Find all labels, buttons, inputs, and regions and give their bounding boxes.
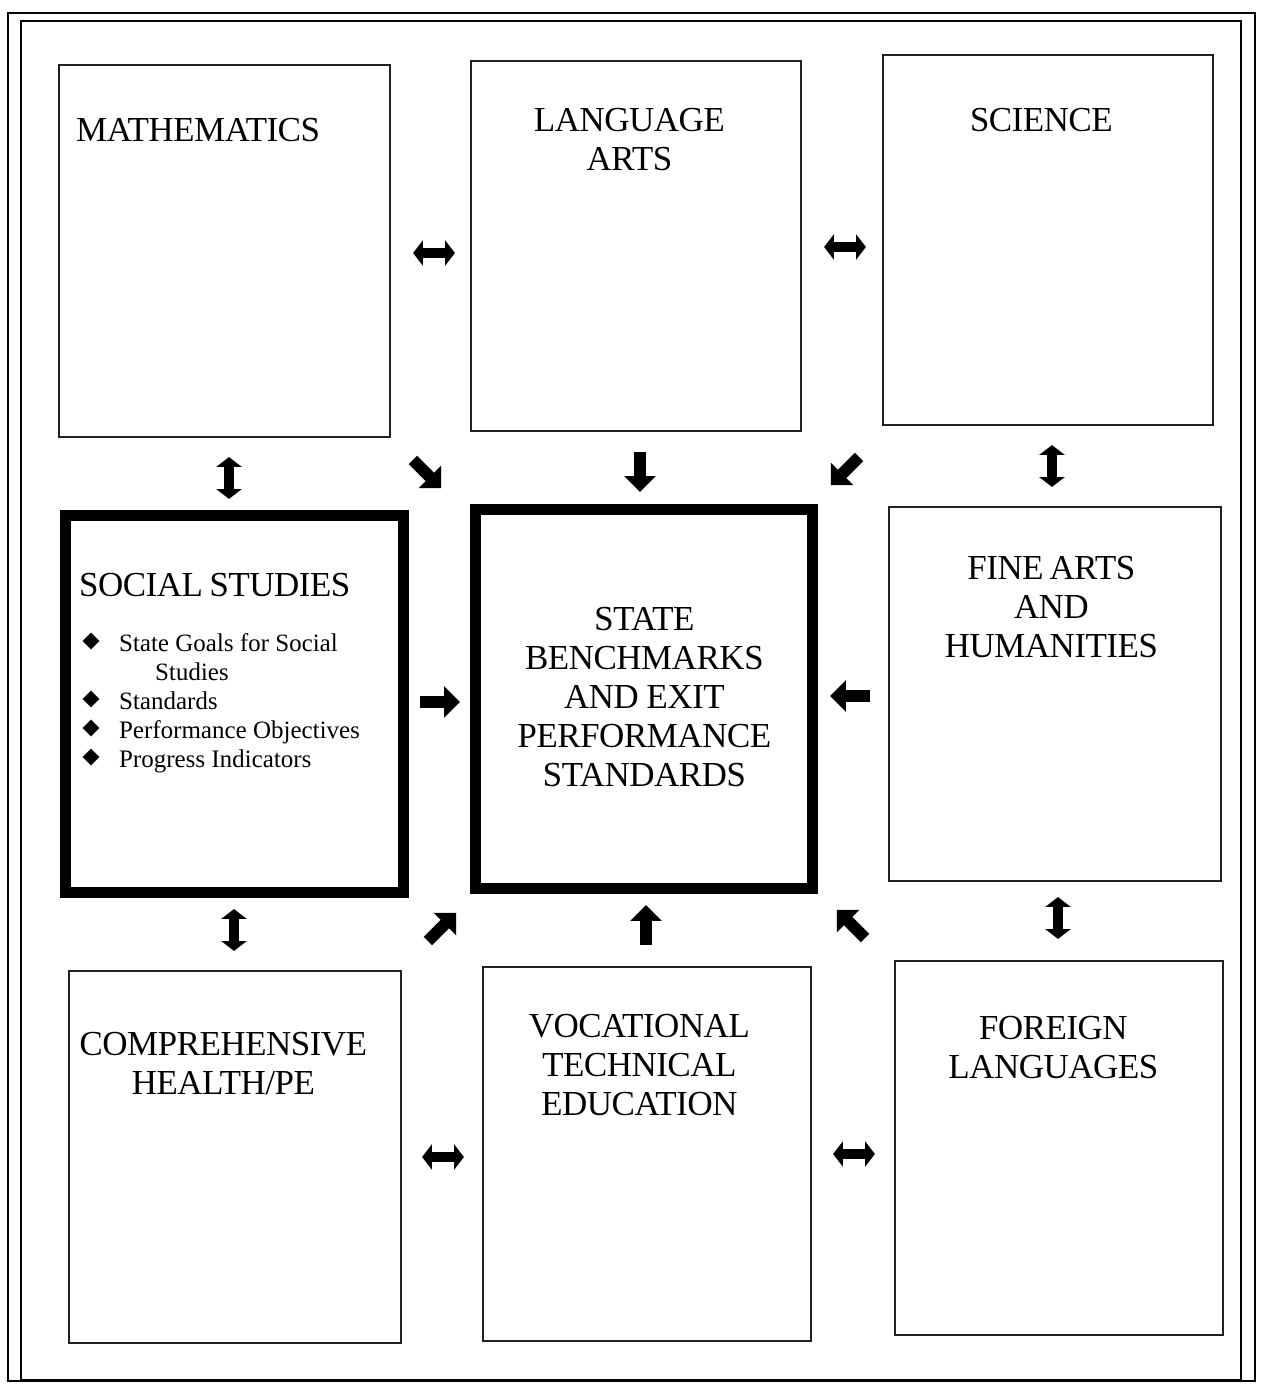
double-arrow-icon — [413, 240, 455, 266]
list-item: Performance Objectives — [81, 716, 360, 745]
arrow-down-left-icon — [820, 446, 871, 497]
mathematics-title: MATHEMATICS — [76, 110, 320, 149]
double-arrow-icon — [216, 457, 242, 499]
double-arrow-icon — [833, 1141, 875, 1167]
arrow-down-right-icon — [402, 449, 453, 500]
social-studies-title: SOCIAL STUDIES — [79, 565, 350, 604]
double-arrow-icon — [221, 909, 247, 951]
fine-arts-title: FINE ARTS AND HUMANITIES — [944, 548, 1158, 665]
double-arrow-icon — [1045, 897, 1071, 939]
arrow-left-icon — [830, 680, 870, 712]
list-item: State Goals for Social Studies — [81, 629, 360, 687]
center-title: STATE BENCHMARKS AND EXIT PERFORMANCE STANDARDS — [517, 599, 771, 794]
language-arts-title: LANGUAGE ARTS — [533, 100, 725, 178]
arrow-up-right-icon — [417, 902, 468, 953]
list-item: Progress Indicators — [81, 745, 360, 774]
arrow-down-icon — [624, 452, 656, 492]
list-item: Standards — [81, 687, 360, 716]
foreign-languages-title: FOREIGN LANGUAGES — [948, 1008, 1158, 1086]
double-arrow-icon — [422, 1144, 464, 1170]
arrow-up-icon — [630, 905, 662, 945]
arrow-up-left-icon — [826, 899, 877, 950]
science-title: SCIENCE — [969, 100, 1113, 139]
health-pe-title: COMPREHENSIVE HEALTH/PE — [79, 1024, 367, 1102]
double-arrow-icon — [1039, 445, 1065, 487]
double-arrow-icon — [824, 234, 866, 260]
arrow-right-icon — [420, 686, 460, 718]
vocational-title: VOCATIONAL TECHNICAL EDUCATION — [528, 1006, 750, 1123]
